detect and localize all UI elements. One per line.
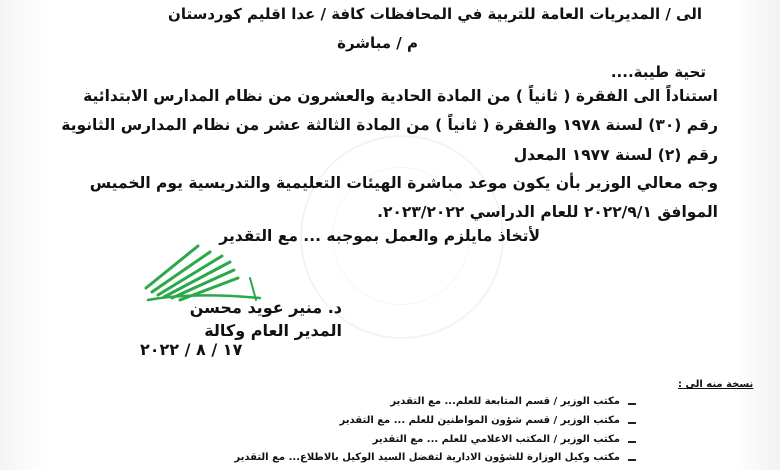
- cc-bullet: [628, 441, 636, 443]
- cc-bullet: [628, 403, 636, 405]
- body-line-4: وجه معالي الوزير بأن يكون موعد مباشرة الهيئات التعليمية والتدريسية يوم الخميس: [89, 174, 718, 192]
- signatory-name: د. منير عويد محسن: [189, 298, 342, 317]
- cc-item-2: مكتب الوزير / قسم شؤون المواطنين للعلم ... مع التقدير: [339, 415, 620, 426]
- greeting: تحية طيبة....: [610, 63, 706, 81]
- addressee-line: الى / المديريات العامة للتربية في المحافظات كافة / عدا اقليم كوردستان: [168, 5, 702, 23]
- cc-item-3: مكتب الوزير / المكتب الاعلامي للعلم ... مع التقدير: [372, 434, 620, 445]
- cc-bullet: [628, 459, 636, 461]
- signatory-title: المدير العام وكالة: [204, 321, 342, 340]
- cc-item-1: مكتب الوزير / قسم المتابعة للعلم... مع التقدير: [390, 396, 620, 407]
- body-line-5: الموافق ٢٠٢٢/٩/١ للعام الدراسي ٢٠٢٣/٢٠٢٢.: [377, 203, 718, 221]
- body-line-2: رقم (٣٠) لسنة ١٩٧٨ والفقرة ( ثانياً ) من المادة الثالثة عشر من نظام المدارس الثانوية: [61, 116, 718, 134]
- signature-date: ١٧ / ٨ / ٢٠٢٢: [140, 340, 243, 359]
- body-line-3: رقم (٢) لسنة ١٩٧٧ المعدل: [513, 146, 718, 164]
- body-line-1: استناداً الى الفقرة ( ثانياً ) من المادة الحادية والعشرون من نظام المدارس الابتدائية: [83, 87, 718, 105]
- cc-bullet: [628, 422, 636, 424]
- body-line-6: لأتخاذ مايلزم والعمل بموجبه ... مع التقدير: [219, 227, 540, 245]
- subject-line: م / مباشرة: [337, 34, 418, 52]
- copies-heading: نسخة منه الى :: [678, 379, 754, 390]
- cc-item-4: مكتب وكيل الوزارة للشؤون الادارية لتفضل السيد الوكيل بالاطلاع... مع التقدير: [234, 452, 620, 463]
